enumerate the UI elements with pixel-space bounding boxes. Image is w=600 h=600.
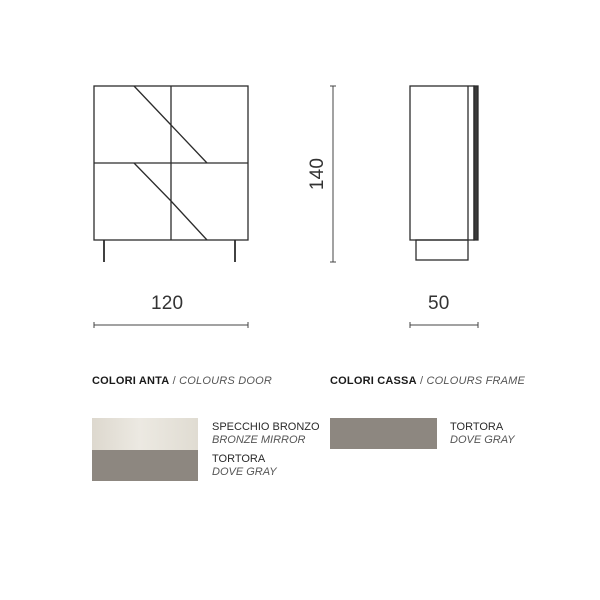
front-view — [94, 86, 248, 262]
frame-swatch-dove-gray — [330, 418, 437, 449]
frame-swatch-dove-gray-label — [450, 421, 515, 447]
width-label: 120 — [151, 293, 184, 314]
height-dimension-line — [330, 86, 336, 262]
door-swatch-bronze-mirror — [92, 418, 198, 450]
door-swatch-1-name-en: BRONZE MIRROR — [212, 434, 306, 446]
depth-label: 50 — [428, 293, 450, 314]
frame-swatch-1-name-en: DOVE GRAY — [450, 434, 515, 446]
door-swatch-bronze-mirror-label — [212, 421, 320, 447]
height-label: 140 — [307, 157, 328, 191]
door-swatch-2-name-en: DOVE GRAY — [212, 466, 277, 478]
door-colours-title-en: COLOURS DOOR — [179, 375, 272, 387]
frame-colours-title-it: COLORI CASSA — [330, 375, 417, 387]
door-colours-title-it: COLORI ANTA — [92, 375, 170, 387]
door-swatch-1-name-it: SPECCHIO BRONZO — [212, 421, 320, 433]
frame-colours-title — [330, 375, 525, 387]
door-colours-separator: / — [169, 375, 180, 387]
depth-dimension-line — [410, 322, 478, 328]
side-cabinet-outline — [410, 86, 474, 240]
frame-colours-separator: / — [416, 375, 427, 387]
door-swatch-dove-gray — [92, 450, 198, 481]
side-view — [410, 86, 478, 260]
door-swatch-dove-gray-label — [212, 453, 277, 479]
frame-swatch-1-name-it: TORTORA — [450, 421, 504, 433]
door-swatch-2-name-it: TORTORA — [212, 453, 266, 465]
frame-colours-title-en: COLOURS FRAME — [426, 375, 526, 387]
side-base — [416, 240, 468, 260]
width-dimension-line — [94, 322, 248, 328]
door-colours-title — [92, 375, 272, 387]
side-door-panel — [474, 86, 478, 240]
